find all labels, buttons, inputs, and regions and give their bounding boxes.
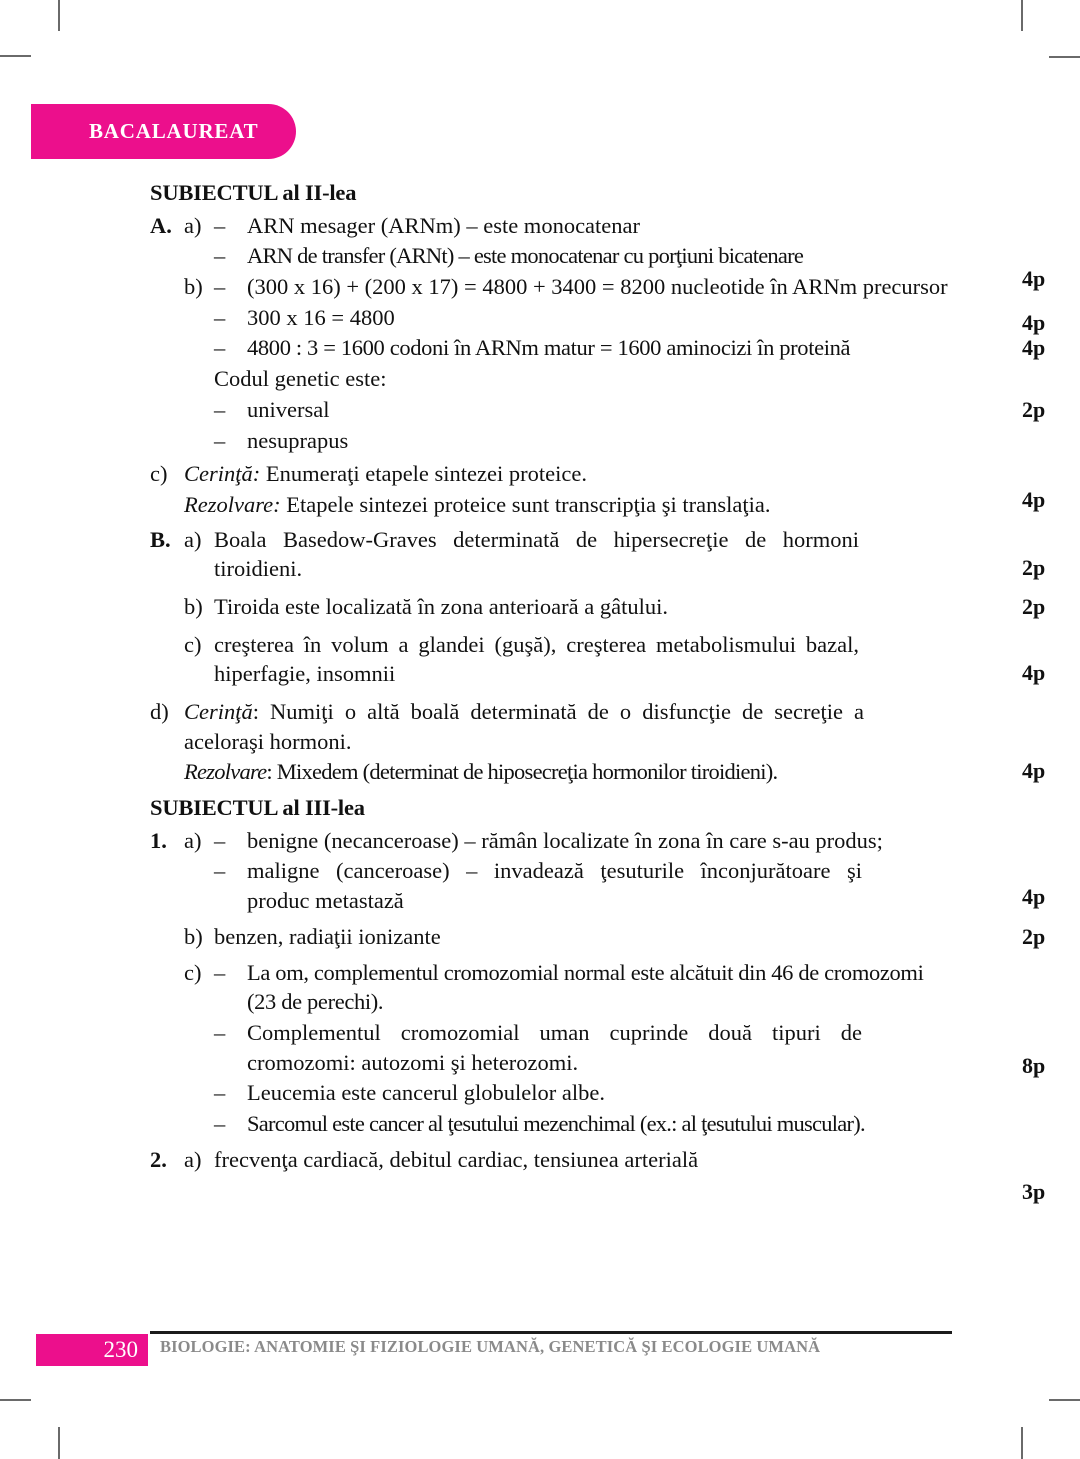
block-B-a: [150, 525, 1046, 584]
label-cerinta: Cerinţă:: [184, 461, 261, 487]
spacer: [184, 395, 214, 425]
marker-2: 2.: [150, 1146, 167, 1172]
spacer: [150, 426, 184, 456]
bacalaureat-badge: [31, 104, 296, 159]
dash-marker: –: [214, 212, 226, 238]
row-B-d-cerinta: [150, 697, 950, 756]
text-A-a-line1: ARN mesager (ARNm) – este monocatenar: [247, 212, 641, 238]
page-number-badge: [36, 1334, 148, 1366]
row-B-b: [150, 592, 1046, 622]
text-B-a: Boala Basedow-Graves determinată de hipersecreţie de hormoni tiroidieni.: [214, 526, 859, 582]
block-A-b: [150, 272, 1046, 455]
dash-marker: –: [214, 1110, 226, 1136]
block-B-d: [150, 697, 1046, 787]
marker-B-b: b): [184, 593, 203, 619]
marker-A-c: c): [150, 461, 168, 487]
text-B-b: Tiroida este localizată în zona anterioară a gâtului.: [214, 593, 668, 619]
marker-B-c: c): [184, 631, 202, 657]
dash-marker: –: [214, 304, 226, 330]
marker-1-b: b): [184, 923, 203, 949]
row-A-b-line1: [150, 272, 950, 302]
text-B-d-cerinta: [184, 697, 864, 756]
spacer: [150, 1018, 184, 1048]
block-2-a: [150, 1145, 1046, 1204]
row-A-b-line3: [150, 333, 1046, 363]
row-A-b-nesuprapus: [150, 426, 950, 456]
text-A-c-rezolvare: [184, 490, 950, 520]
marker-A-a: a): [184, 212, 202, 238]
crop-mark-top-right-vertical: [1021, 0, 1023, 31]
dash-marker: –: [214, 274, 226, 300]
text-1-a-line1: benigne (necanceroase) – rămân localizate în zona în care s-au produs;: [247, 827, 883, 853]
text-A-b-line3: 4800 : 3 = 1600 codoni în ARNm matur = 1600 aminocizi în proteină: [247, 335, 851, 361]
marker-1-a: a): [184, 827, 202, 853]
row-A-b-cod-intro: [150, 364, 950, 394]
spacer: [184, 364, 214, 394]
label-rezolvare: Rezolvare:: [184, 491, 281, 517]
row-1-c-line3: [150, 1078, 950, 1108]
block-B-b: [150, 592, 1046, 622]
label-cerinta: Cerinţă: [184, 699, 253, 724]
spacer: [150, 592, 184, 622]
dash-marker: –: [214, 1019, 226, 1045]
row-B-d-rezolvare: [150, 757, 950, 787]
footer-running-title: BIOLOGIE: ANATOMIE ŞI FIZIOLOGIE UMANĂ, GENETICĂ ŞI ECOLOGIE UMANĂ: [160, 1337, 821, 1356]
points-A-b-2: 4p: [1022, 335, 1046, 361]
row-A-c-cerinta: [150, 459, 950, 489]
spacer: [150, 922, 184, 952]
points-B-b: 2p: [1022, 593, 1046, 619]
marker-B-d: d): [150, 699, 169, 724]
text-1-c-line1: La om, complementul cromozomial normal este alcătuit din 46 de cromozomi (23 de perechi).: [247, 959, 924, 1015]
spacer: [150, 856, 184, 886]
crop-mark-bottom-left-horizontal: [0, 1399, 31, 1401]
text-nesuprapus: nesuprapus: [247, 427, 349, 453]
section-title-subiectul-3: SUBIECTUL al III-lea: [150, 795, 365, 821]
page-number: 230: [103, 1337, 138, 1362]
block-1-c: [150, 958, 1046, 1139]
spacer: [184, 1078, 214, 1108]
points-1-b: 2p: [1022, 923, 1046, 949]
page-content: [150, 178, 1046, 1204]
text-1-b: benzen, radiaţii ionizante: [214, 923, 441, 949]
block-1-b: [150, 922, 1046, 952]
crop-mark-bottom-right-vertical: [1021, 1427, 1023, 1459]
points-A-b-1: 4p: [1022, 310, 1046, 336]
dash-marker: –: [214, 335, 226, 361]
row-A-b-line2: [150, 303, 950, 333]
points-A-a: 4p: [1022, 265, 1046, 291]
spacer: [150, 1109, 184, 1139]
marker-A-b: b): [184, 274, 203, 300]
label-rezolvare: Rezolvare: [184, 759, 267, 785]
row-B-a: [150, 525, 950, 584]
row-1-a-line2: [150, 856, 950, 915]
text-A-b-line2: 300 x 16 = 4800: [247, 304, 395, 330]
spacer: [150, 333, 184, 363]
dash-marker: –: [214, 827, 226, 853]
row-A-a-line1: [150, 211, 950, 241]
dash-marker: –: [214, 959, 226, 985]
text-A-c-cerinta: [184, 459, 950, 489]
marker-1: 1.: [150, 827, 167, 853]
spacer: [150, 1078, 184, 1108]
spacer: [150, 364, 184, 394]
text-A-b-line1: (300 x 16) + (200 x 17) = 4800 + 3400 = 8200 nucleotide în ARNm precursor: [247, 274, 948, 300]
row-1-b: [150, 922, 1046, 952]
text-1-c-line4: Sarcomul este cancer al ţesutului mezenchimal (ex.: al ţesutului muscular).: [247, 1110, 865, 1136]
row-1-a-line1: [150, 826, 950, 856]
points-2-a: 3p: [1022, 1178, 1046, 1204]
dash-marker: –: [214, 1080, 226, 1106]
text-B-d-rezolvare: [184, 757, 950, 787]
spacer: [150, 395, 184, 425]
spacer: [184, 333, 214, 363]
text-A-a-line2: ARN de transfer (ARNt) – este monocatenar cu porţiuni bicatenare: [247, 243, 804, 269]
row-B-c: [150, 630, 950, 689]
block-B-c: [150, 630, 1046, 689]
row-A-a-line2: [150, 241, 950, 271]
text-1-c-line3: Leucemia este cancerul globulelor albe.: [247, 1080, 605, 1106]
text-cod-genetic-intro: Codul genetic este:: [214, 366, 387, 392]
crop-mark-bottom-right-horizontal: [1049, 1399, 1080, 1401]
marker-B: B.: [150, 526, 171, 552]
points-B-a: 2p: [1022, 554, 1046, 580]
crop-mark-top-left-horizontal: [0, 55, 31, 57]
badge-label: BACALAUREAT: [89, 119, 259, 143]
section-title-subiectul-2: SUBIECTUL al II-lea: [150, 180, 357, 205]
marker-1-c: c): [184, 959, 202, 985]
spacer: [184, 1109, 214, 1139]
spacer: [150, 303, 184, 333]
row-2-a: [150, 1145, 950, 1175]
block-A-c: [150, 459, 1046, 519]
spacer: [184, 1018, 214, 1048]
footer-rule: [150, 1331, 952, 1334]
row-1-c-line1: [150, 958, 950, 1017]
spacer: [150, 958, 184, 988]
spacer: [184, 426, 214, 456]
marker-A: A.: [150, 212, 172, 238]
points-B-c: 4p: [1022, 659, 1046, 685]
text-2-a: frecvenţa cardiacă, debitul cardiac, tensiunea arterială: [214, 1146, 699, 1172]
points-A-c: 4p: [1022, 487, 1046, 513]
spacer: [184, 241, 214, 271]
dash-marker: –: [214, 243, 226, 269]
spacer: [150, 241, 184, 271]
dash-marker: –: [214, 396, 226, 422]
points-A-b-3: 2p: [1022, 396, 1046, 422]
crop-mark-top-left-vertical: [58, 0, 60, 31]
text-universal: universal: [247, 396, 330, 422]
spacer: [150, 630, 184, 660]
points-B-d: 4p: [1022, 758, 1046, 783]
crop-mark-top-right-horizontal: [1049, 56, 1080, 58]
text-rezolvare-body: : Mixedem (determinat de hiposecreţia hormonilor tiroidieni).: [266, 759, 778, 785]
text-rezolvare-body: Etapele sintezei proteice sunt transcripţia şi translaţia.: [286, 491, 771, 517]
marker-B-a: a): [184, 526, 202, 552]
spacer: [150, 272, 184, 302]
text-1-a-line2: maligne (canceroase) – invadează ţesuturile înconjurătoare şi produc metastază: [247, 858, 862, 914]
spacer: [150, 490, 184, 520]
spacer: [150, 757, 184, 787]
text-B-c: creşterea în volum a glandei (guşă), creşterea metabolismului bazal, hiperfagie, insomnii: [214, 631, 859, 687]
points-1-a: 4p: [1022, 883, 1046, 909]
dash-marker: –: [214, 858, 226, 884]
marker-2-a: a): [184, 1146, 202, 1172]
text-1-c-line2: Complementul cromozomial uman cuprinde două tipuri de cromozomi: autozomi şi heterozomi.: [247, 1019, 862, 1075]
points-1-c: 8p: [1022, 1052, 1046, 1078]
text-cerinta-body: Enumeraţi etapele sintezei proteice.: [265, 461, 587, 487]
block-1-a: [150, 826, 1046, 916]
crop-mark-bottom-left-vertical: [58, 1427, 60, 1459]
spacer: [184, 303, 214, 333]
row-A-c-rezolvare: [150, 490, 950, 520]
row-A-b-universal: [150, 395, 1046, 425]
row-1-c-line2: [150, 1018, 1046, 1078]
spacer: [184, 856, 214, 886]
row-1-c-line4: [150, 1109, 950, 1139]
text-cerinta-body: : Numiţi o altă boală determinată de o disfuncţie de secreţie a aceloraşi hormoni.: [184, 699, 864, 754]
dash-marker: –: [214, 427, 226, 453]
